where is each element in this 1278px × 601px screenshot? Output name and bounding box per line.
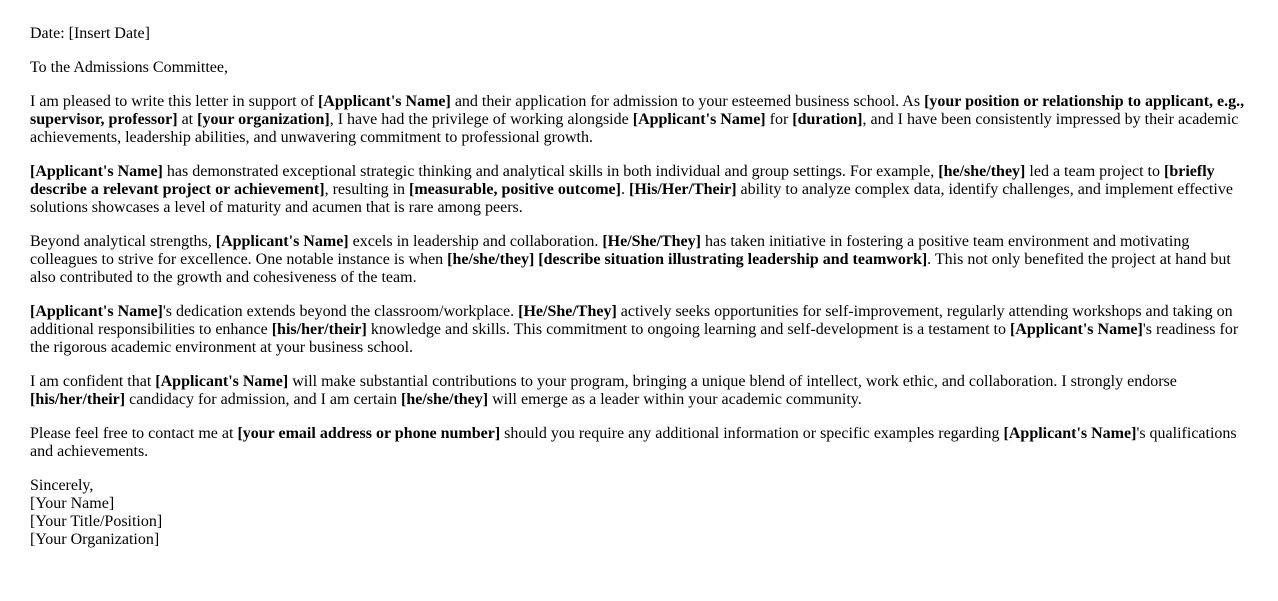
signoff: Sincerely,: [30, 477, 94, 494]
signature-name-placeholder: [Your Name]: [30, 495, 115, 512]
salutation: To the Admissions Committee,: [30, 59, 228, 76]
paragraph-contact: Please feel free to contact me at [your email address or phone number] should you require any additional information or specific examples regarding [Applicant's Name]'s qualifications and achievements.: [30, 425, 1237, 460]
date-line: Date: [Insert Date]: [30, 25, 150, 42]
paragraph-introduction: I am pleased to write this letter in support of [Applicant's Name] and their application for admission to your esteemed business school. As [your position or relationship to applicant, e.g., supervisor, professor] at [your organization], I have had the privilege of working alongside [Applicant's Name] for [duration], and I have been consistently impressed by their academic achievements, leadership abilities, and unwavering commitment to professional growth.: [30, 93, 1245, 146]
paragraph-endorsement: I am confident that [Applicant's Name] will make substantial contributions to your program, bringing a unique blend of intellect, work ethic, and collaboration. I strongly endorse [his/her/their] candidacy for admission, and I am certain [he/she/they] will emerge as a leader within your academic community.: [30, 373, 1177, 408]
signature-title-placeholder: [Your Title/Position]: [30, 513, 163, 530]
paragraph-leadership: Beyond analytical strengths, [Applicant's Name] excels in leadership and collaboration. [He/She/They] has taken initiative in fostering a positive team environment and motivating colleagues to strive for excellence. One notable instance is when [he/she/they] [describe situation illustrating leadership and teamwork]. This not only benefited the project at hand but also contributed to the growth and cohesiveness of the team.: [30, 233, 1231, 286]
signature-organization-placeholder: [Your Organization]: [30, 531, 160, 548]
closing-block: [30, 477, 1248, 549]
paragraph-dedication: [Applicant's Name]'s dedication extends beyond the classroom/workplace. [He/She/They] actively seeks opportunities for self-improvement, regularly attending workshops and taking on additional responsibilities to enhance [his/her/their] knowledge and skills. This commitment to ongoing learning and self-development is a testament to [Applicant's Name]'s readiness for the rigorous academic environment at your business school.: [30, 303, 1239, 356]
paragraph-analytical-skills: [Applicant's Name] has demonstrated exceptional strategic thinking and analytical skills in both individual and group settings. For example, [he/she/they] led a team project to [briefly describe a relevant project or achievement], resulting in [measurable, positive outcome]. [His/Her/Their] ability to analyze complex data, identify challenges, and implement effective solutions showcases a level of maturity and acumen that is rare among peers.: [30, 163, 1233, 216]
